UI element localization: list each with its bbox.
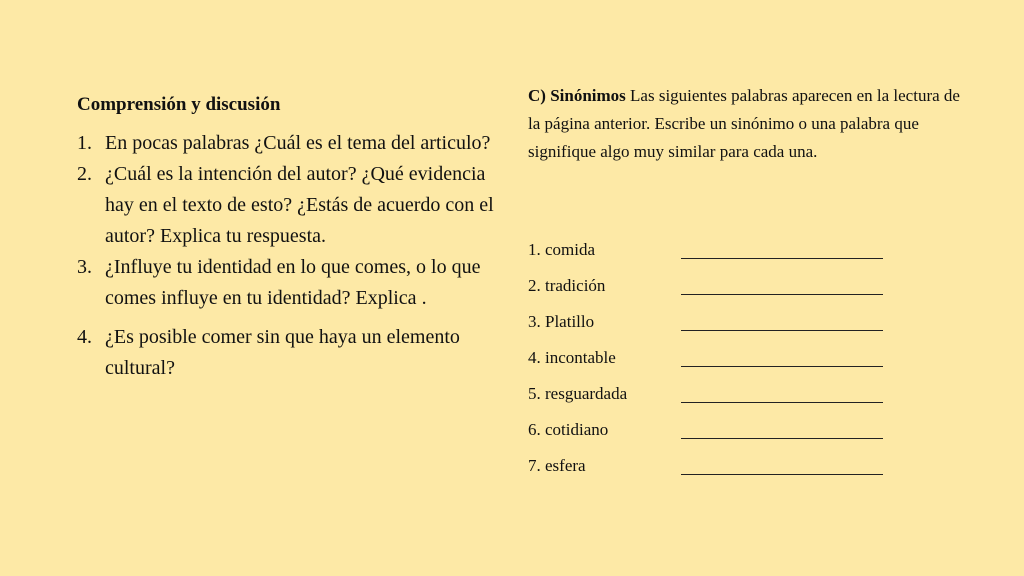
synonyms-label: C) Sinónimos bbox=[528, 86, 626, 105]
question-text: En pocas palabras ¿Cuál es el tema del articulo? bbox=[105, 132, 491, 154]
question-item bbox=[77, 159, 497, 252]
question-number: 2. bbox=[77, 163, 92, 185]
question-item bbox=[77, 128, 497, 159]
question-item bbox=[77, 252, 497, 314]
answer-blank-line[interactable] bbox=[681, 330, 883, 331]
synonym-word: 4. incontable bbox=[528, 348, 616, 367]
question-text: ¿Es posible comer sin que haya un elemento cultural? bbox=[105, 326, 460, 379]
answer-blank-line[interactable] bbox=[681, 294, 883, 295]
synonyms-instructions bbox=[528, 82, 968, 166]
synonym-row bbox=[528, 308, 908, 344]
question-item bbox=[77, 322, 497, 384]
synonym-row bbox=[528, 344, 908, 380]
synonym-word: 1. comida bbox=[528, 240, 596, 259]
synonym-row bbox=[528, 416, 908, 452]
synonym-word: 2. tradición bbox=[528, 276, 606, 295]
question-text: ¿Influye tu identidad en lo que comes, o lo que comes influye en tu identidad? Explica . bbox=[105, 256, 481, 309]
synonyms-instructions-text: Las siguientes palabras aparecen en la lectura de la página anterior. Escribe un sinónimo o una palabra que signifique algo muy similar para cada una. bbox=[528, 86, 960, 161]
synonym-row bbox=[528, 380, 908, 416]
question-number: 4. bbox=[77, 326, 92, 348]
synonyms-section bbox=[528, 82, 968, 166]
question-number: 1. bbox=[77, 132, 92, 154]
comprehension-section bbox=[77, 92, 497, 384]
synonym-row bbox=[528, 236, 908, 272]
answer-blank-line[interactable] bbox=[681, 438, 883, 439]
synonym-word: 5. resguardada bbox=[528, 384, 628, 403]
synonym-word: 7. esfera bbox=[528, 456, 586, 475]
question-text: ¿Cuál es la intención del autor? ¿Qué evidencia hay en el texto de esto? ¿Estás de acuerdo con el autor? Explica tu respuesta. bbox=[105, 163, 494, 247]
synonym-word: 3. Platillo bbox=[528, 312, 595, 331]
answer-blank-line[interactable] bbox=[681, 402, 883, 403]
synonym-row bbox=[528, 272, 908, 308]
synonym-row bbox=[528, 452, 908, 488]
synonym-word: 6. cotidiano bbox=[528, 420, 609, 439]
answer-blank-line[interactable] bbox=[681, 366, 883, 367]
synonym-word-list bbox=[528, 236, 908, 488]
answer-blank-line[interactable] bbox=[681, 258, 883, 259]
answer-blank-line[interactable] bbox=[681, 474, 883, 475]
section-heading: Comprensión y discusión bbox=[77, 94, 281, 115]
question-number: 3. bbox=[77, 256, 92, 278]
question-list bbox=[77, 128, 497, 384]
